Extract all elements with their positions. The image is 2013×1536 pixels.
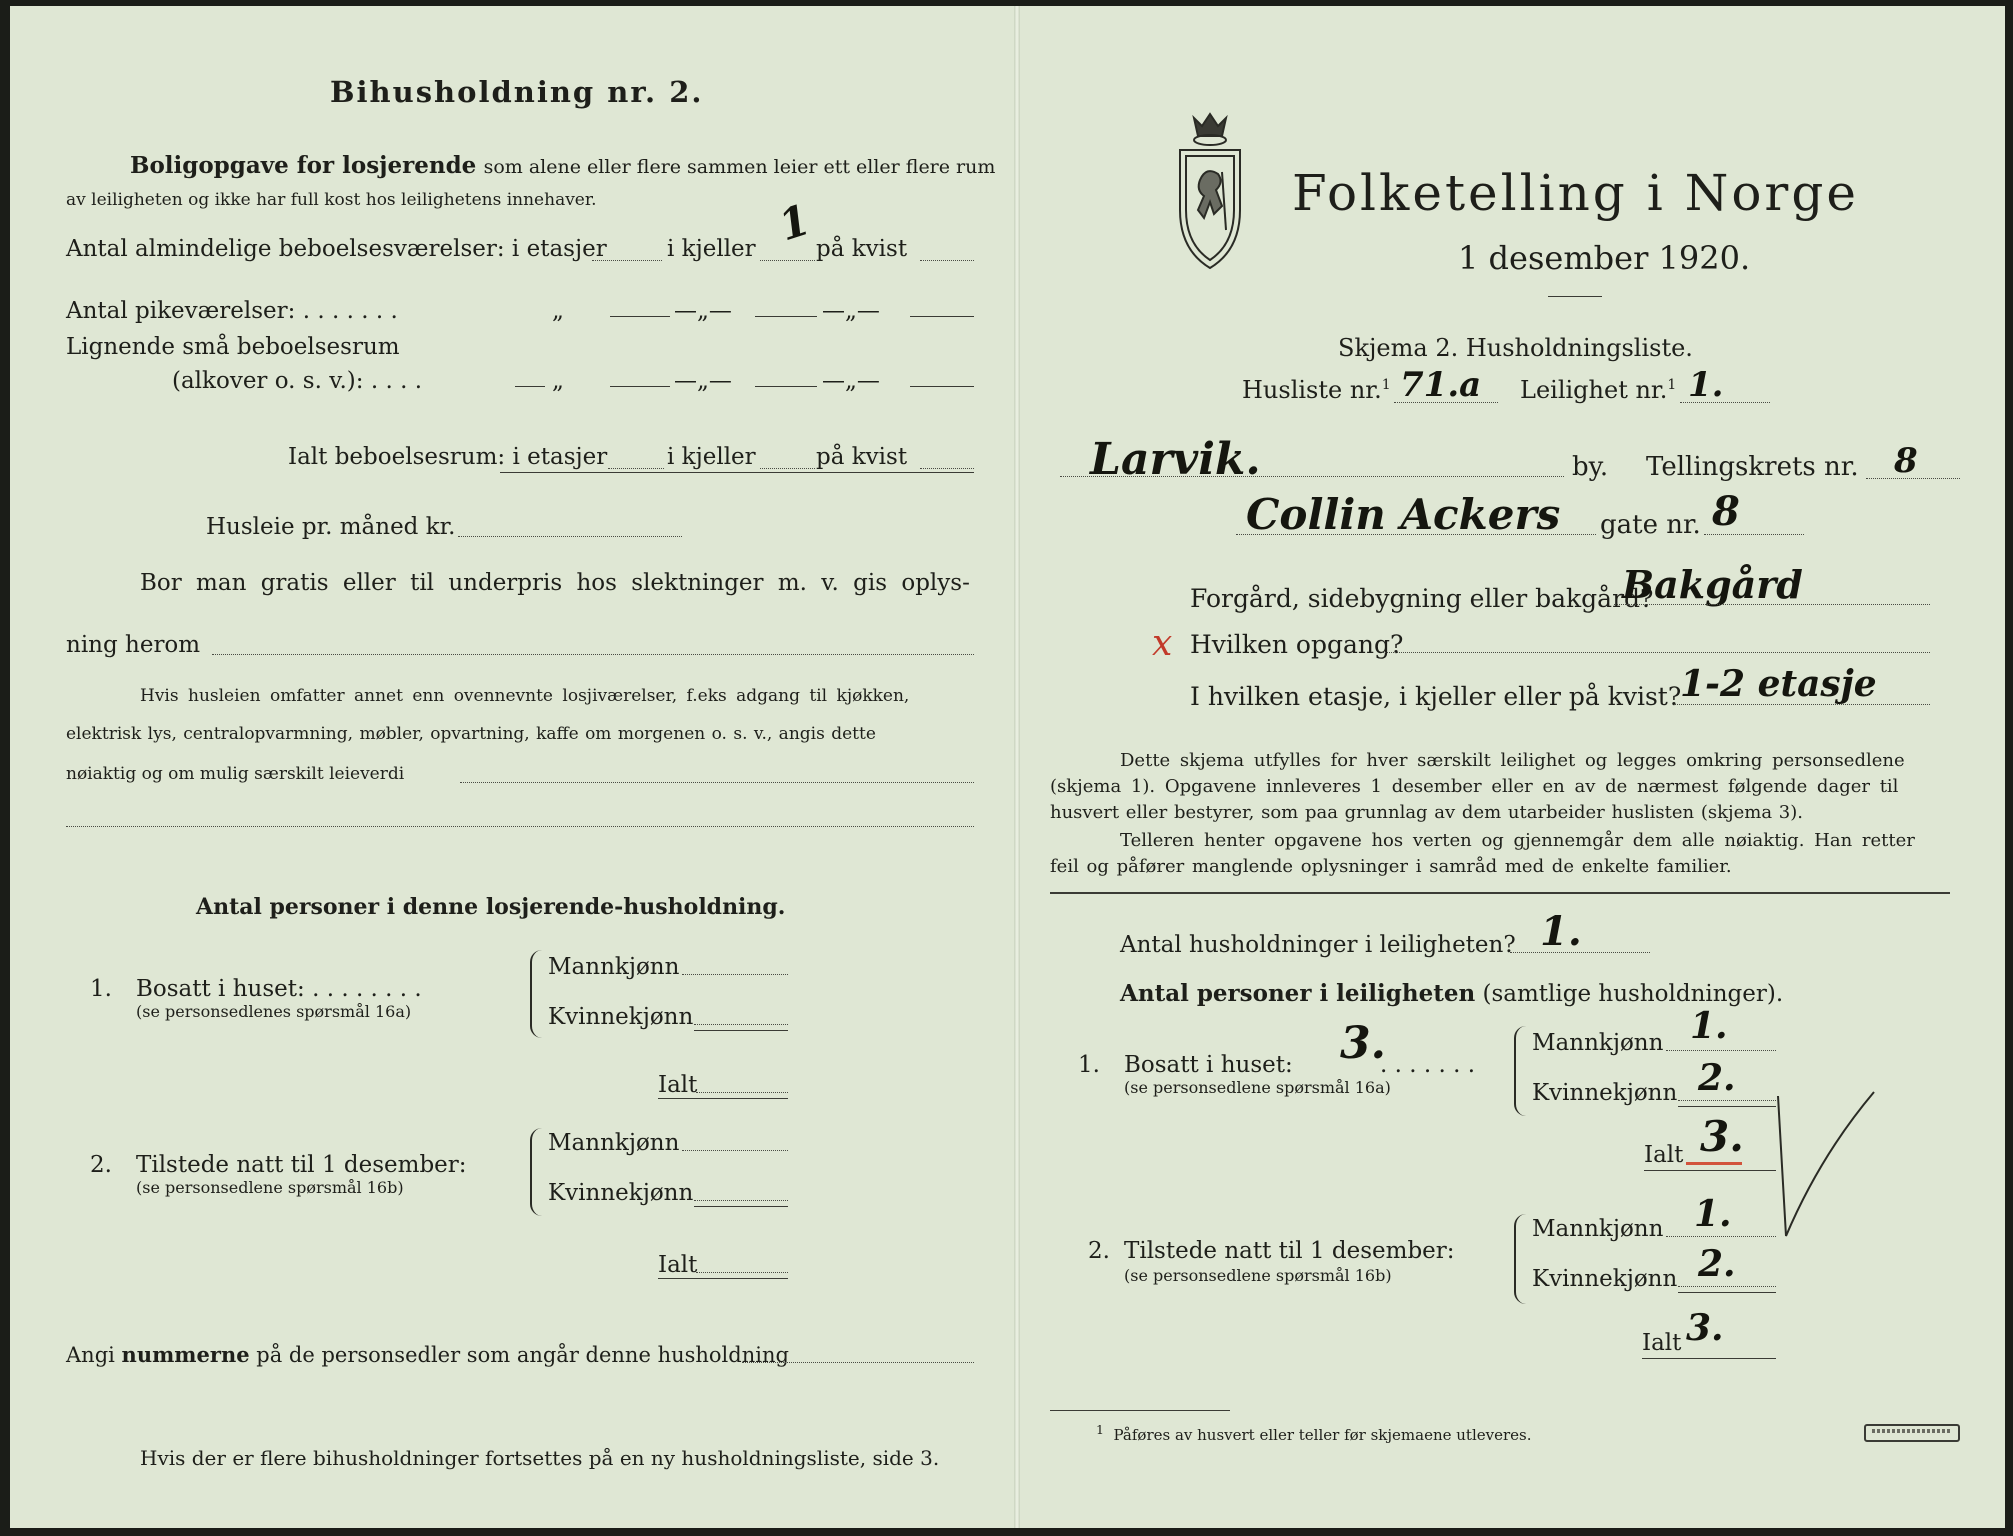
intro-line-2: av leiligheten og ikke har full kost hos leilighetens innehaver. [66,190,597,210]
street-value: Collin Ackers [1246,490,1561,539]
footnote-rule [1050,1410,1230,1411]
gate-value: 8 [1712,488,1740,535]
right-q2-kvinne-label: Kvinnekjønn [1532,1266,1678,1292]
pike-ditto-dash-1: —„— [674,298,732,324]
angi-field-line[interactable] [742,1362,974,1363]
right-q2-kvinne-line[interactable] [1678,1286,1776,1287]
opgang-field-line[interactable] [1382,652,1930,653]
pike-ditto-dash-2: —„— [822,298,880,324]
lignende-line-2[interactable] [755,386,817,387]
left-q1-kvinne-line[interactable] [694,1024,788,1025]
instructions-3: husvert eller bestyrer, som paa grunnlag av dem utarbeider huslisten (skjema 3). [1050,802,1803,823]
para-hvis-2: elektrisk lys, centralopvarmning, møbler, opvartning, kaffe om morgenen o. s. v., angis dette [66,724,876,744]
right-q1-ialt-redline [1686,1162,1742,1165]
left-q1-ialt-label: Ialt [658,1072,698,1098]
pike-line-2[interactable] [755,316,817,317]
right-q1-ialt-label: Ialt [1644,1142,1684,1168]
krets-field-line[interactable] [1866,478,1960,479]
almindelige-kvist-line[interactable] [920,260,974,261]
right-date: 1 desember 1920. [1458,239,1751,277]
right-q1-kvinne-value: 2. [1698,1057,1736,1099]
leilighet-label: Leilighet nr. [1520,376,1668,404]
lignende-ditto-dash-1: —„— [674,368,732,394]
intro-bold: Boligopgave for losjerende [130,152,477,179]
right-q1-mann-value: 1. [1690,1005,1728,1047]
left-q1-ialt-line[interactable] [696,1092,788,1093]
left-q2-ialt-label: Ialt [658,1252,698,1278]
antal-pers-rest: (samtlige husholdninger). [1482,981,1784,1007]
antal-hush-value: 1. [1540,908,1582,955]
etasje-field-line[interactable] [1674,704,1930,705]
right-q2-mann-line[interactable] [1666,1236,1776,1237]
pike-line-3[interactable] [910,316,974,317]
lignende-ditto-dash-2: —„— [822,368,880,394]
antal-hush-label: Antal husholdninger i leiligheten? [1120,932,1516,958]
instructions-4: Telleren henter opgavene hos verten og gjennemgår dem alle nøiaktig. Han retter [1120,830,1915,851]
right-q1-dots: . . . . . . . [1380,1052,1476,1078]
left-q1-brace [530,950,542,1038]
gate-field-line[interactable] [1704,534,1804,535]
ialt-kjeller-line[interactable] [760,468,815,469]
right-q2-mann-value: 1. [1694,1193,1732,1235]
leilighet-line [1520,378,1676,402]
ialt-kjeller-label: i kjeller [667,444,756,470]
antal-pers-bold: Antal personer i leiligheten [1120,980,1476,1007]
left-q2-kvinne-line[interactable] [694,1200,788,1201]
leieverdi-line-2[interactable] [66,826,974,827]
right-q2-num: 2. [1088,1238,1110,1264]
angi-bold: nummerne [121,1342,250,1367]
leilighet-field-line[interactable] [1680,402,1770,403]
intro-rest: som alene eller flere sammen leier ett eller flere rum [483,156,996,178]
left-q2-brace [530,1128,542,1216]
intro-line-1 [130,154,995,178]
right-q1-num: 1. [1078,1052,1100,1078]
left-q2-kvinne-label: Kvinnekjønn [548,1180,694,1206]
left-q2-mann-label: Mannkjønn [548,1130,680,1156]
left-q2-label: Tilstede natt til 1 desember: [136,1152,467,1178]
footnote-line [1096,1424,1532,1443]
leilighet-value: 1. [1688,365,1724,405]
row-bor-1: Bor man gratis eller til underpris hos slektninger m. v. gis oplys- [140,570,970,596]
left-q2-ialt-line[interactable] [696,1272,788,1273]
ialt-kvist-label: på kvist [816,444,908,470]
left-q1-kvinne-underline [694,1030,788,1031]
husliste-field-line[interactable] [1394,402,1498,403]
almindelige-kvist-label: på kvist [816,236,908,262]
lignende-line-3[interactable] [910,386,974,387]
forgaard-value: Bakgård [1622,562,1803,607]
left-q1-mann-label: Mannkjønn [548,954,680,980]
left-antal-heading: Antal personer i denne losjerende-husholdning. [196,894,786,920]
row-lignende-1: Lignende små beboelsesrum [66,334,400,360]
right-q1-label: Bosatt i huset: [1124,1052,1293,1078]
husliste-value: 71.a [1400,365,1482,405]
city-value: Larvik. [1090,434,1261,485]
lignende-line-0[interactable] [515,386,545,387]
angi-line [66,1344,789,1366]
ialt-kvist-line[interactable] [920,468,974,469]
husliste-line [1242,378,1391,402]
antal-hush-field-line[interactable] [1510,952,1650,953]
almindelige-kjeller-value: 1 [772,194,816,251]
left-q1-ialt-underline [658,1098,788,1099]
right-q1-ialt-value: 3. [1700,1112,1744,1161]
footnote-text: Påføres av husvert eller teller før skjemaene utleveres. [1113,1426,1532,1444]
husleie-line[interactable] [458,536,682,537]
ialt-etasjer-line[interactable] [608,468,664,469]
left-q2-mann-line[interactable] [682,1150,788,1151]
census-form-sheet [10,6,2005,1528]
forgaard-label: Forgård, sidebygning eller bakgård? [1190,584,1654,613]
almindelige-kjeller-label: i kjeller [667,236,756,262]
left-q1-num: 1. [90,976,112,1002]
right-q1-kvinne-line[interactable] [1678,1100,1776,1101]
right-q2-ialt-value: 3. [1686,1307,1724,1349]
instructions-5: feil og påfører manglende oplysninger i samråd med de enkelte familier. [1050,856,1732,877]
leieverdi-line[interactable] [460,782,974,783]
lignende-line-1[interactable] [610,386,670,387]
row-lignende-2: (alkover o. s. v.): . . . . [172,368,423,394]
row-ialt: Ialt beboelsesrum: i etasjer [288,444,608,470]
leilighet-footnote-mark: 1 [1667,377,1677,393]
left-q1-label: Bosatt i huset: . . . . . . . . [136,976,422,1002]
almindelige-etasjer-line[interactable] [592,260,662,261]
left-q2-kvinne-underline [694,1206,788,1207]
left-footer: Hvis der er flere bihusholdninger fortsettes på en ny husholdningsliste, side 3. [140,1446,940,1470]
pike-line-1[interactable] [610,316,670,317]
right-q2-ialt-underline [1642,1358,1776,1359]
antal-pers-line [1120,982,1783,1006]
title-rule [1548,296,1602,297]
city-field-line[interactable] [1060,476,1564,477]
para-hvis-3: nøiaktig og om mulig særskilt leieverdi [66,764,405,784]
forgaard-field-line[interactable] [1614,604,1930,605]
right-q2-brace [1514,1214,1526,1304]
etasje-value: 1-2 etasje [1680,663,1877,705]
angi-pre: Angi [66,1343,115,1367]
right-q1-total: 3. [1340,1018,1386,1069]
opgang-mark: x [1152,623,1173,664]
right-q1-sub: (se personsedlene spørsmål 16a) [1124,1078,1391,1097]
right-q2-mann-label: Mannkjønn [1532,1216,1664,1242]
right-q1-mann-label: Mannkjønn [1532,1030,1664,1056]
left-q2-num: 2. [90,1152,112,1178]
instructions-2: (skjema 1). Opgavene innleveres 1 desember eller en av de nærmest følgende dager til [1050,776,1899,797]
skjema-label: Skjema 2. Husholdningsliste. [1338,334,1693,362]
right-q1-mann-line[interactable] [1666,1050,1776,1051]
right-q2-sub: (se personsedlene spørsmål 16b) [1124,1266,1392,1285]
left-q2-sub: (se personsedlene spørsmål 16b) [136,1178,404,1197]
left-q1-sub: (se personsedlenes spørsmål 16a) [136,1002,412,1021]
right-q1-kvinne-underline [1678,1106,1776,1107]
left-q2-ialt-underline [658,1278,788,1279]
right-q2-ialt-label: Ialt [1642,1330,1682,1356]
right-title: Folketelling i Norge [1292,164,1859,222]
angi-post: på de personsedler som angår denne husholdning [256,1343,789,1367]
right-q1-kvinne-label: Kvinnekjønn [1532,1080,1678,1106]
left-title: Bihusholdning nr. 2. [330,75,704,109]
right-q2-label: Tilstede natt til 1 desember: [1124,1238,1455,1264]
left-q1-mann-line[interactable] [682,974,788,975]
row-husleie: Husleie pr. måned kr. [206,514,456,540]
footnote-mark: 1 [1096,1422,1104,1437]
section-rule [1050,892,1950,894]
right-q1-ialt-underline [1644,1170,1776,1171]
gate-label: gate nr. [1600,510,1701,540]
row-pike: Antal pikeværelser: . . . . . . . [66,298,398,324]
almindelige-kjeller-line[interactable] [760,260,815,261]
row-almindelige: Antal almindelige beboelsesværelser: i etasjer [66,236,607,262]
etasje-label: I hvilken etasje, i kjeller eller på kvist? [1190,682,1682,711]
krets-value: 8 [1894,441,1918,481]
opgang-label: Hvilken opgang? [1190,630,1404,659]
left-q1-kvinne-label: Kvinnekjønn [548,1004,694,1030]
para-hvis-1: Hvis husleien omfatter annet enn ovennevnte losjiværelser, f.eks adgang til kjøkken, [140,686,910,706]
street-field-line[interactable] [1236,534,1596,535]
lignende-ditto: „ [552,368,564,394]
bor-line[interactable] [212,654,974,655]
krets-label: Tellingskrets nr. [1646,452,1859,482]
husliste-footnote-mark: 1 [1381,377,1391,393]
by-label: by. [1572,452,1609,482]
row-bor-2: ning herom [66,632,201,658]
pike-ditto: „ [552,298,564,324]
right-q1-brace [1514,1026,1526,1116]
printer-stamp-icon [1864,1424,1960,1442]
coat-of-arms-icon [1170,110,1250,274]
check-mark-icon [1770,1086,1880,1246]
right-q2-kvinne-underline [1678,1292,1776,1293]
right-q2-kvinne-value: 2. [1698,1243,1736,1285]
husliste-label: Husliste nr. [1242,376,1382,404]
instructions-1: Dette skjema utfylles for hver særskilt leilighet og legges omkring personsedlene [1120,750,1905,771]
ialt-underline [500,472,974,473]
printer-stamp-lines [1872,1429,1952,1433]
